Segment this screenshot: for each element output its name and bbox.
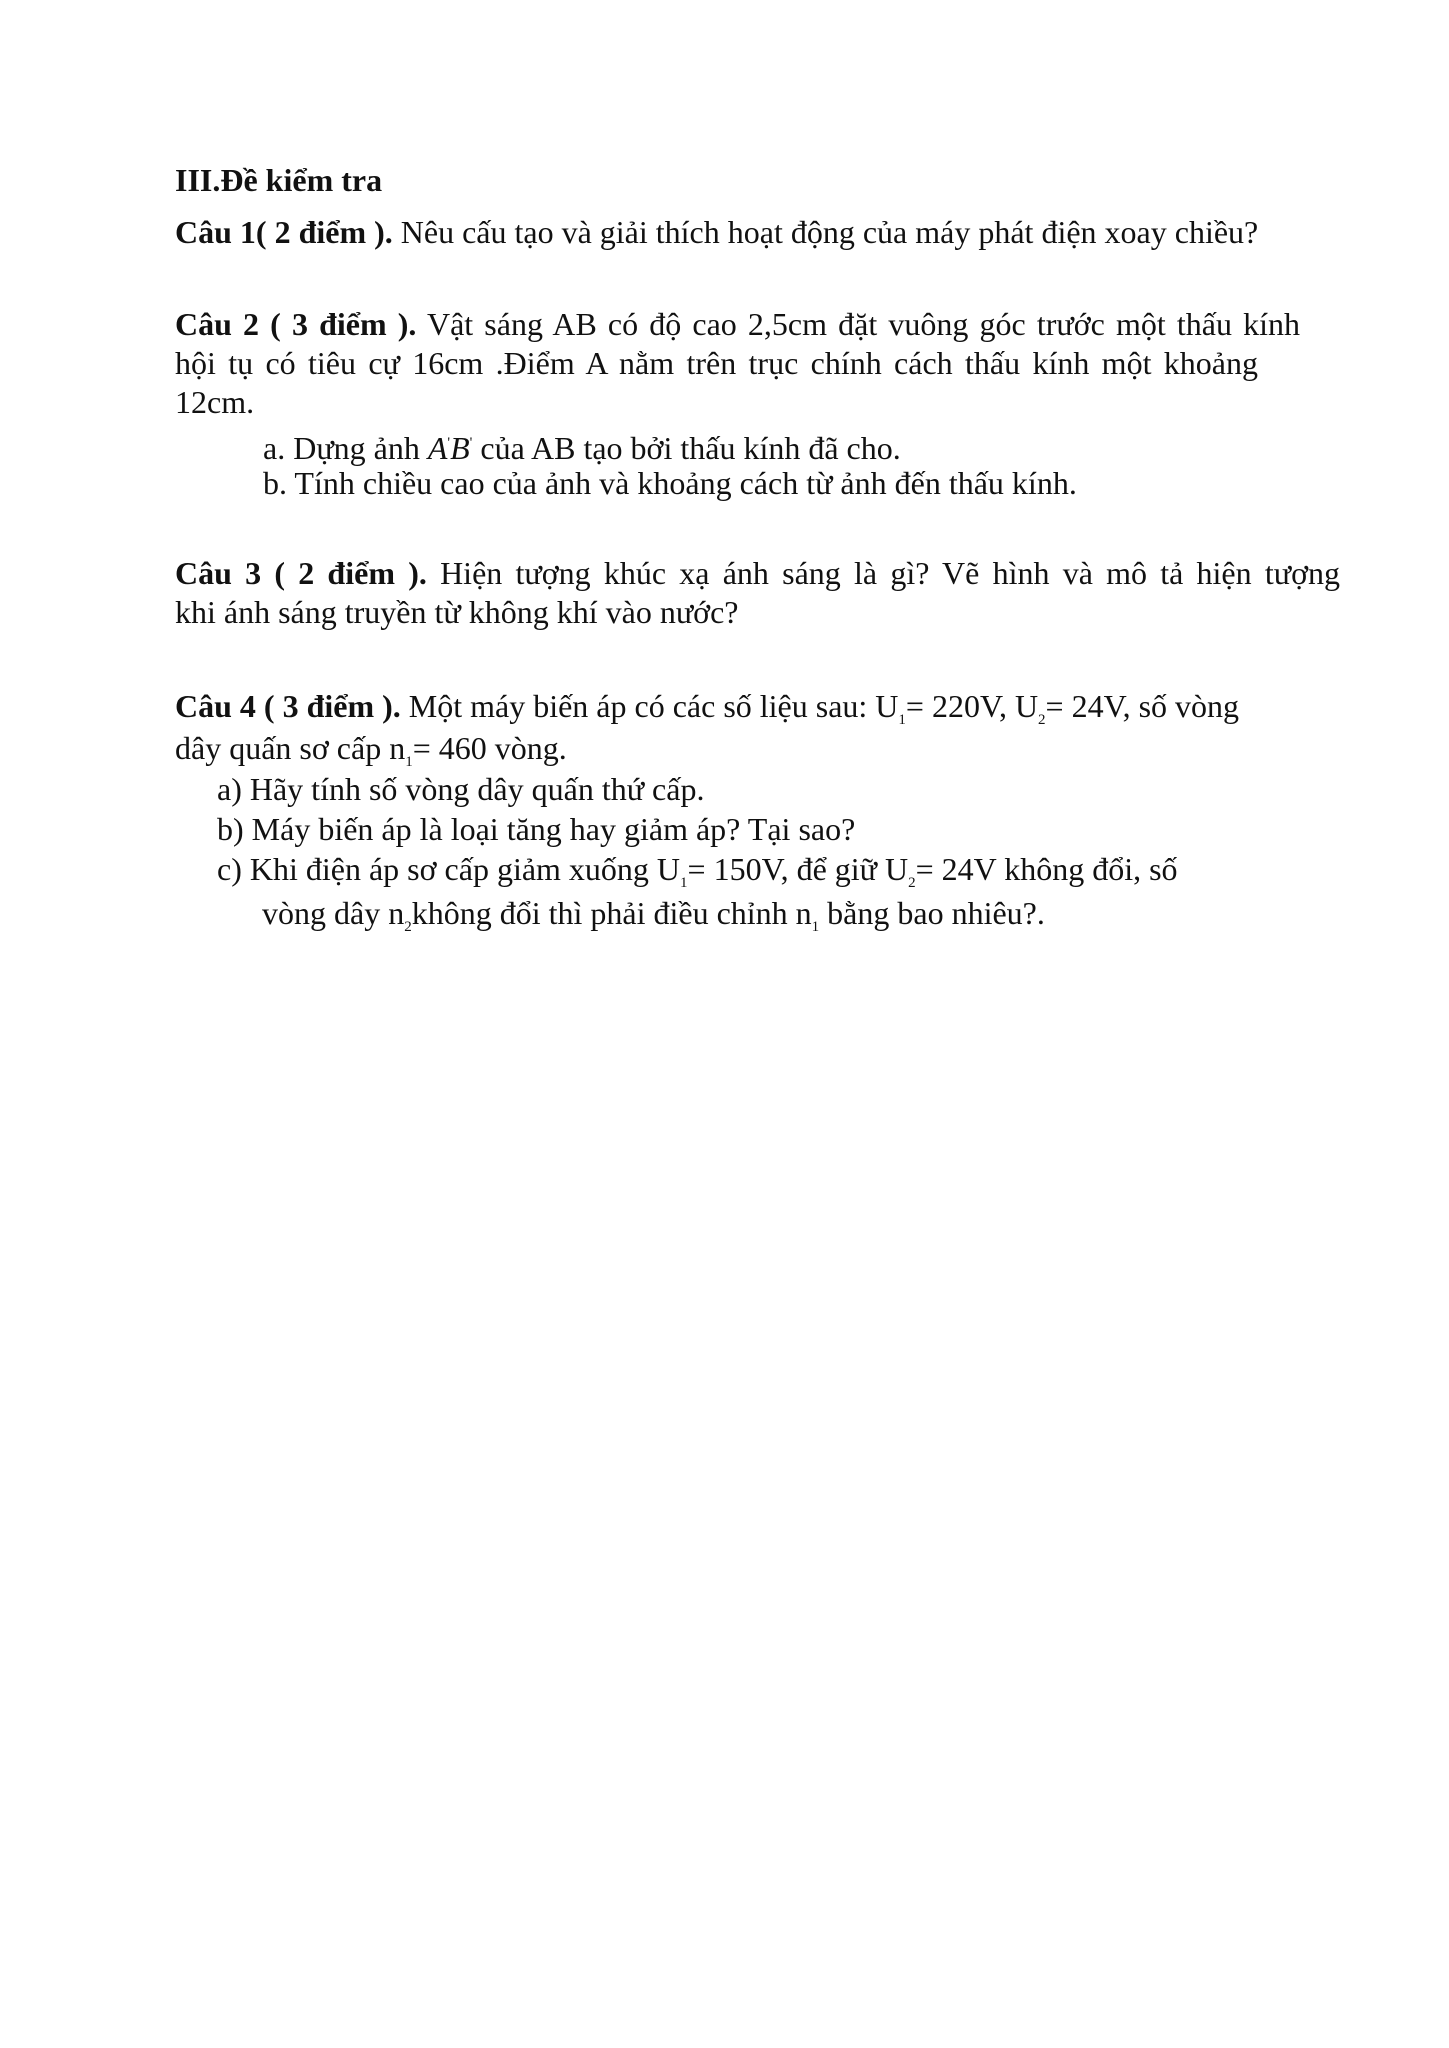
question-2-item-a: a. Dựng ảnh A'B' của AB tạo bởi thấu kính đã cho. [263,430,901,466]
question-2-line-1 [175,304,1300,344]
question-3-text-1: Hiện tượng khúc xạ ánh sáng là gì? Vẽ hình và mô tả hiện tượng [426,555,1341,591]
question-4-line-1: Câu 4 ( 3 điểm ). Một máy biến áp có các số liệu sau: $U_1= 220V$, $U_2= 24V$, số vòng [175,688,1240,728]
question-2-item-b: b. Tính chiều cao của ảnh và khoảng cách từ ảnh đến thấu kính. [263,465,1077,501]
question-1-text: Nêu cấu tạo và giải thích hoạt động của máy phát điện xoay chiều? [392,214,1259,250]
question-4-label: Câu 4 ( 3 điểm ). [175,688,401,724]
question-1-label: Câu 1( 2 điểm ). [175,214,393,250]
question-2-line-2: hội tụ có tiêu cự 16cm .Điểm A nằm trên trục chính cách thấu kính một khoảng [175,345,1258,381]
question-2-text-1: Vật sáng AB có độ cao 2,5cm đặt vuông góc trước một thấu kính [416,306,1301,342]
question-3-line-2: khi ánh sáng truyền từ không khí vào nước? [175,594,739,630]
question-2-line-3: 12cm. [175,384,255,420]
question-4-item-b: b) Máy biến áp là loại tăng hay giảm áp? Tại sao? [217,811,856,847]
question-3-label: Câu 3 ( 2 điểm ). [175,555,427,591]
question-2-label: Câu 2 ( 3 điểm ). [175,306,417,342]
question-3-line-1 [175,553,1340,593]
section-heading: III.Đề kiểm tra [175,162,383,198]
image-label-b: B [450,430,470,466]
question-4-line-2: dây quấn sơ cấp $n_1= 460$ vòng. [175,730,567,770]
question-4-item-a: a) Hãy tính số vòng dây quấn thứ cấp. [217,771,705,807]
image-label-a: A [427,430,448,466]
question-4-item-c-continued: vòng dây $n_2không$ đổi thì phải điều chỉnh $n_1$ bằng bao nhiêu?. [262,895,1045,935]
question-1 [175,212,1258,252]
question-4-item-c: c) Khi điện áp sơ cấp giảm xuống $U_1= 150V$, để giữ $U_2= 24V$ không đổi, số [217,851,1178,891]
